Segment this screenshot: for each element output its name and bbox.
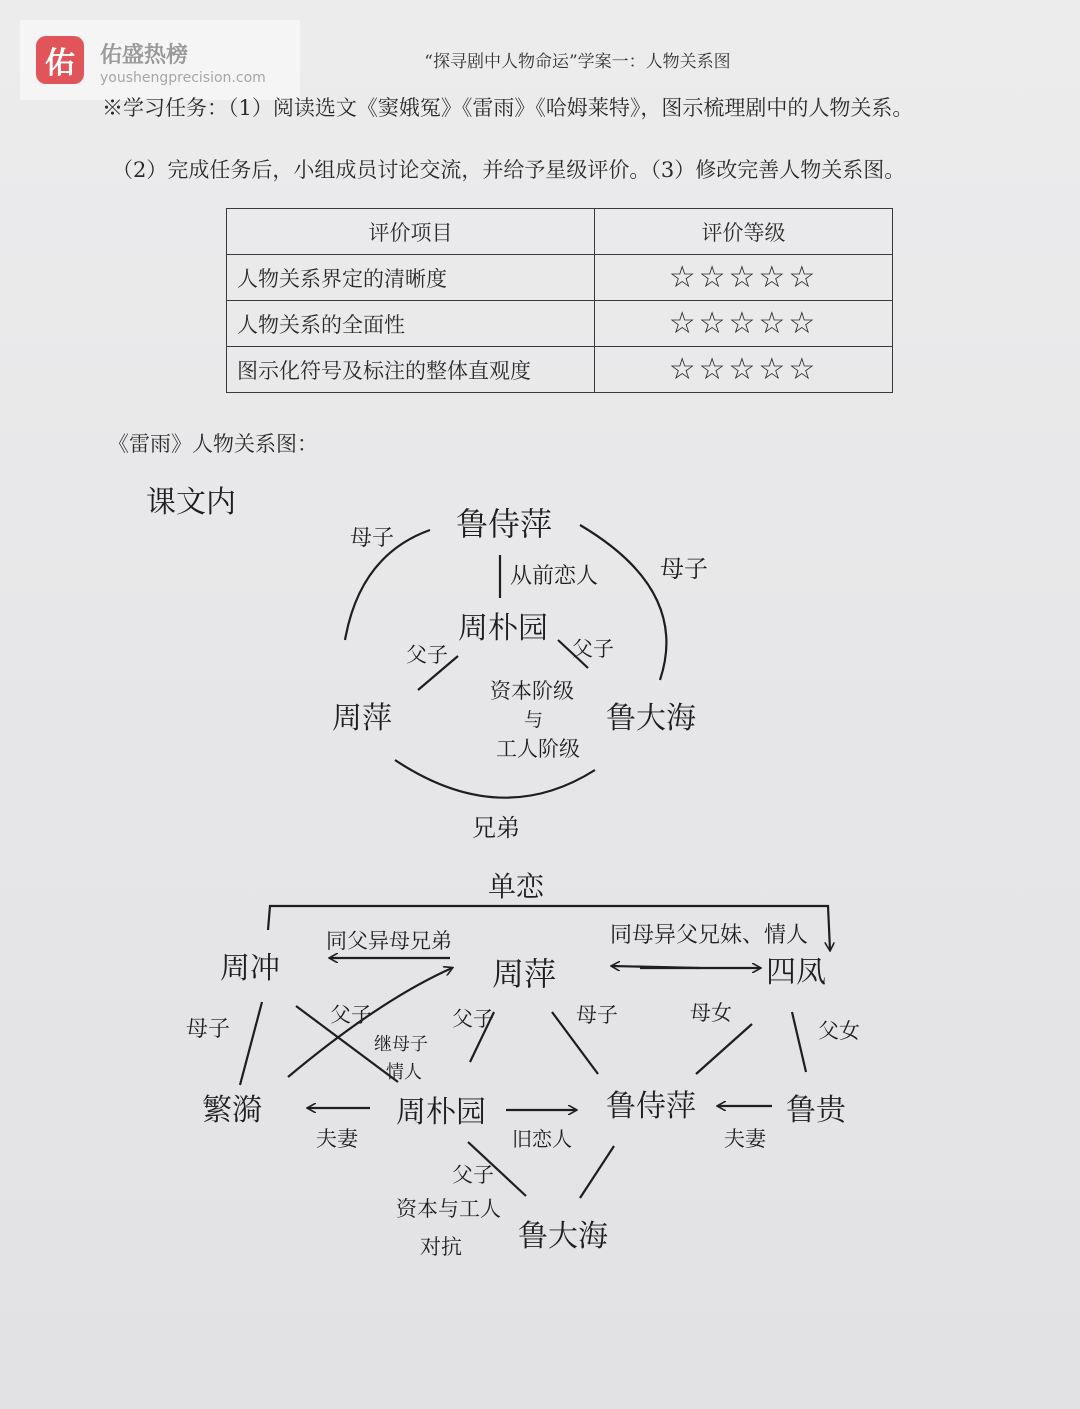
- d1-node-right: 鲁大海: [606, 701, 696, 736]
- table-cell-item: 人物关系界定的清晰度: [227, 255, 595, 301]
- line-shiping-sifeng: [696, 1024, 752, 1074]
- d2-label-capital-labor-1: 资本与工人: [396, 1197, 501, 1221]
- line-fanyi-zhouping: [240, 1002, 262, 1085]
- d2-label-half-brothers: 同父异母兄弟: [326, 929, 452, 953]
- d1-label-brothers: 兄弟: [472, 814, 520, 842]
- d2-label-father-son-c: 父子: [452, 1163, 494, 1187]
- d2-label-stepmother-1: 继母子: [374, 1034, 428, 1055]
- d2-label-husband-wife-right: 夫妻: [724, 1127, 766, 1151]
- d1-label-mother-son-left: 母子: [350, 526, 395, 551]
- d1-label-former-lover: 从前恋人: [510, 564, 599, 589]
- d2-node-lu-dahai: 鲁大海: [518, 1219, 608, 1254]
- table-header-rating: 评价等级: [595, 209, 893, 255]
- d2-node-zhou-puyuan: 周朴园: [396, 1095, 486, 1130]
- d1-node-left: 周萍: [332, 701, 392, 736]
- d1-label-class-1: 资本阶级: [490, 679, 574, 703]
- watermark-url: youshengprecision.com: [100, 70, 266, 86]
- d1-label-mother-son-right: 母子: [660, 555, 708, 583]
- d2-label-father-daughter: 父女: [818, 1019, 860, 1043]
- table-cell-item: 人物关系的全面性: [227, 301, 595, 347]
- task-line-2: （2）完成任务后，小组成员讨论交流，并给予星级评价。（3）修改完善人物关系图。: [112, 158, 906, 182]
- watermark-name: 佑盛热榜: [100, 43, 189, 68]
- line-lugui-sifeng: [792, 1012, 806, 1072]
- star-rating[interactable]: ☆☆☆☆☆: [595, 301, 893, 347]
- d2-label-stepmother-2: 情人: [386, 1062, 422, 1083]
- d2-node-zhou-ping: 周萍: [492, 955, 557, 993]
- d2-node-lu-shiping: 鲁侍萍: [606, 1089, 696, 1124]
- handwritten-intro: 课文内: [146, 485, 236, 520]
- d2-label-mother-daughter: 母女: [690, 1001, 732, 1025]
- d2-node-fan-yi: 繁漪: [202, 1093, 262, 1128]
- table-header-item: 评价项目: [227, 209, 595, 255]
- star-rating[interactable]: ☆☆☆☆☆: [595, 347, 893, 393]
- d2-label-capital-labor-2: 对抗: [420, 1235, 462, 1259]
- d2-node-si-feng: 四凤: [766, 955, 826, 990]
- d2-label-husband-wife-left: 夫妻: [316, 1127, 358, 1151]
- d2-node-zhou-chong: 周冲: [220, 951, 280, 986]
- arc-bottom-brothers: [395, 760, 595, 798]
- d1-label-class-vs: 与: [524, 709, 544, 731]
- d2-label-father-son-b: 父子: [452, 1007, 494, 1031]
- d1-label-father-son-right: 父子: [572, 637, 614, 661]
- d2-label-old-lovers: 旧恋人: [512, 1127, 572, 1151]
- d1-label-class-2: 工人阶级: [496, 737, 580, 761]
- d2-label-mother-son-a: 母子: [186, 1017, 231, 1042]
- d2-label-top: 单恋: [488, 870, 545, 903]
- d1-node-center: 周朴园: [458, 611, 548, 646]
- d2-label-siblings-lovers: 同母异父兄妹、情人: [610, 923, 809, 948]
- d2-node-lu-gui: 鲁贵: [786, 1093, 846, 1128]
- d1-label-father-son-left: 父子: [406, 643, 448, 667]
- star-rating[interactable]: ☆☆☆☆☆: [595, 255, 893, 301]
- table-cell-item: 图示化符号及标注的整体直观度: [227, 347, 595, 393]
- d2-label-father-son-a: 父子: [330, 1003, 372, 1027]
- task-line-1: ※学习任务：（1）阅读选文《窦娥冤》《雷雨》《哈姆莱特》，图示梳理剧中的人物关系。: [102, 96, 914, 120]
- line-shiping-dahai: [580, 1146, 614, 1198]
- section-heading: 《雷雨》人物关系图：: [108, 432, 318, 456]
- d2-label-mother-son-b: 母子: [576, 1003, 618, 1027]
- watermark-logo-icon: 佑: [36, 36, 84, 84]
- d1-node-top: 鲁侍萍: [456, 505, 553, 543]
- document-title: “探寻剧中人物命运”学案一：人物关系图: [424, 52, 731, 72]
